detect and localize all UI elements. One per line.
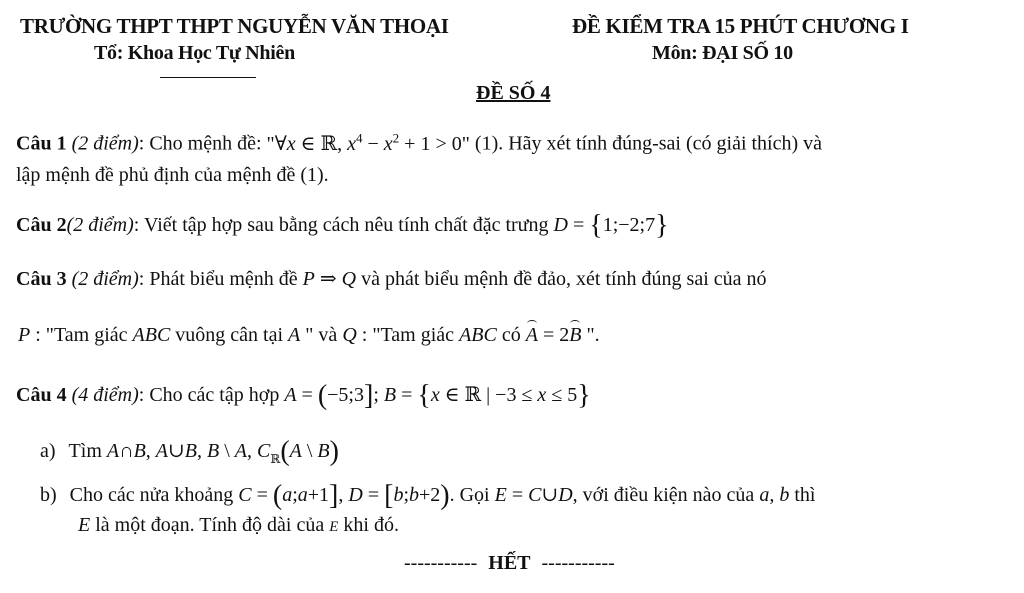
question-4b-line-2-b: khi đó. xyxy=(338,514,399,536)
footer-end xyxy=(404,552,615,575)
question-4b-line-2-a: là một đoạn. Tính độ dài của xyxy=(90,514,330,536)
question-3-text-b: và phát biểu mệnh đề đảo, xét tính đúng sai của nó xyxy=(356,268,767,290)
question-4b-intervals: C = (a;a+1], D = [b;b+2) xyxy=(238,480,450,511)
question-3-line-2-c: " và xyxy=(300,324,343,346)
question-3-line-2-d: : "Tam giác xyxy=(356,324,460,346)
header-underline xyxy=(160,77,256,78)
question-1-formula: "∀x ∈ ℝ, $x^4 - x^2 + 1 > 0$" xyxy=(266,130,470,155)
question-4b-label: b) xyxy=(40,484,57,506)
question-4-points: (4 điểm) xyxy=(71,384,139,406)
question-3-points: (2 điểm) xyxy=(71,268,139,290)
question-3-line-1 xyxy=(16,266,767,291)
question-3-line-2: P : "Tam giác ABC vuông cân tại A " và Q : "Tam giác ABC có A = 2B ". xyxy=(18,324,600,346)
question-3-label: Câu 3 xyxy=(16,268,67,290)
department-name: Tổ: Khoa Học Tự Nhiên xyxy=(94,42,295,64)
question-1-points: (2 điểm) xyxy=(71,132,139,155)
question-4-line xyxy=(16,380,591,412)
question-4b-text-a: Cho các nửa khoảng xyxy=(69,484,239,506)
question-4b-text-b: . Gọi xyxy=(449,484,495,506)
question-1-label: Câu 1 xyxy=(16,132,67,155)
question-4-sets: A = (−5;3]; B = {x ∈ ℝ | −3 ≤ x ≤ 5} xyxy=(284,380,591,411)
question-4a-text: Tìm xyxy=(68,440,107,462)
question-4a-line xyxy=(40,436,339,468)
question-3-implication: P ⇒ Q xyxy=(302,268,357,290)
question-1-text-a: : Cho mệnh đề: xyxy=(138,132,267,155)
question-3-line-2-f: ". xyxy=(581,324,600,346)
question-4b-union: E = C∪D xyxy=(494,484,573,506)
exam-title: ĐỀ KIỂM TRA 15 PHÚT CHƯƠNG I xyxy=(572,14,909,38)
question-2-line xyxy=(16,210,669,242)
question-4a-label: a) xyxy=(40,440,56,462)
question-4-label: Câu 4 xyxy=(16,384,67,406)
question-4-text: : Cho các tập hợp xyxy=(138,384,285,406)
question-3-text-a: : Phát biểu mệnh đề xyxy=(138,268,303,290)
footer-dashes-right: ----------- xyxy=(541,552,615,574)
question-3-angle-formula: A = 2B xyxy=(525,324,582,346)
school-name: TRƯỜNG THPT THPT NGUYỄN VĂN THOẠI xyxy=(20,14,449,38)
question-2-text: : Viết tập hợp sau bằng cách nêu tính chất đặc trưng xyxy=(133,214,554,236)
question-4b-line-1: b) Cho các nửa khoảng C = (a;a+1], D = [b;b+2). Gọi E = C∪D, với điều kiện nào của a, b thì xyxy=(40,480,816,511)
question-2-set: D = {1;−2;7} xyxy=(553,210,669,241)
question-1-line-2: lập mệnh đề phủ định của mệnh đề (1). xyxy=(16,164,329,186)
question-4b-line-2: E là một đoạn. Tính độ dài của E khi đó. xyxy=(78,514,399,536)
question-3-line-2-e: có xyxy=(496,324,526,346)
question-4b-text-c: , với điều kiện nào của xyxy=(572,484,760,506)
question-4a-formula: A∩B, A∪B, B \ A, $C_ℝ(A$ \ B) xyxy=(106,436,339,467)
question-4b-text-d: thì xyxy=(789,484,816,506)
question-3-line-2-b: vuông cân tại xyxy=(170,324,289,346)
footer-dashes-left: ----------- xyxy=(404,552,478,574)
question-1-line-1 xyxy=(16,130,822,156)
question-2-label: Câu 2 xyxy=(16,214,67,236)
exam-number: ĐỀ SỐ 4 xyxy=(476,82,551,104)
footer-end-label: HẾT xyxy=(488,552,531,574)
question-1-text-b: (1). Hãy xét tính đúng-sai (có giải thích) và xyxy=(469,132,823,155)
question-2-points: (2 điểm) xyxy=(66,214,134,236)
question-3-line-2-a: : "Tam giác xyxy=(30,324,133,346)
subject-name: Môn: ĐẠI SỐ 10 xyxy=(652,42,793,64)
